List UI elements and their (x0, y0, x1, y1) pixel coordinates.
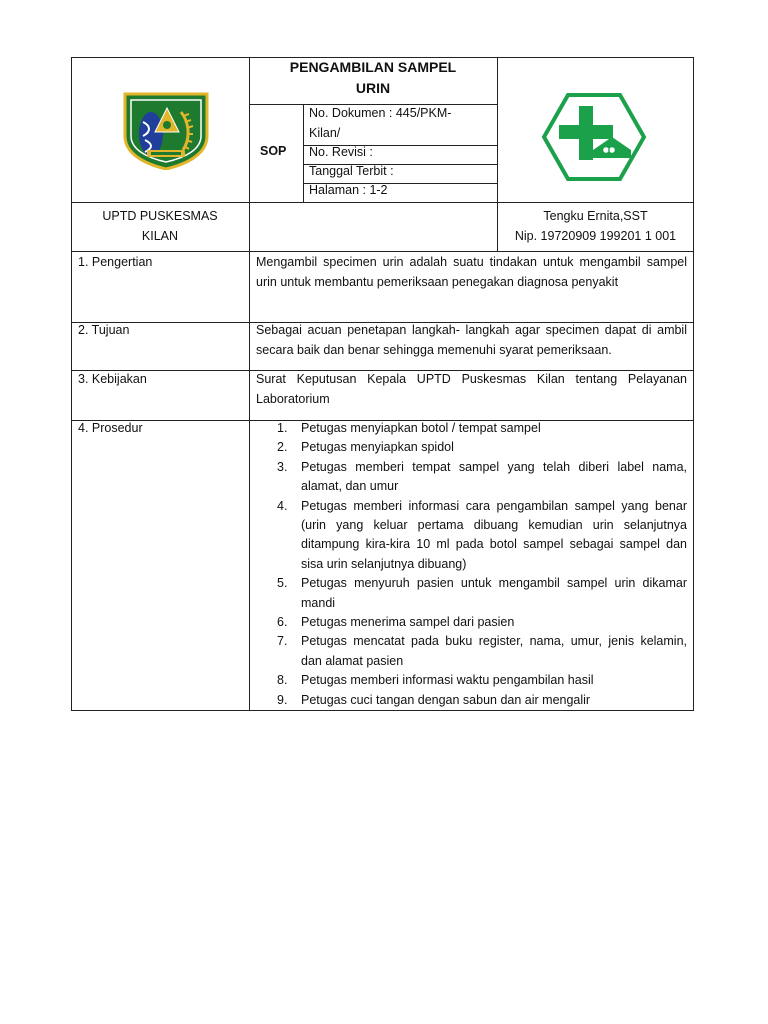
title-line-2: URIN (355, 80, 391, 96)
divider (303, 104, 304, 202)
procedure-step (277, 574, 687, 613)
section-text-tujuan: Sebagai acuan penetapan langkah- langkah agar specimen dapat di ambil secara baik dan benar sehingga memenuhi syarat pemeriksaan. (256, 323, 687, 357)
section-text-pengertian: Mengambil specimen urin adalah suatu tindakan untuk mengambil sampel urin untuk membantu pemeriksaan penegakan diagnosa penyakit (256, 255, 687, 289)
procedure-step (277, 632, 687, 671)
step-number: 6. (277, 615, 288, 630)
step-number: 2. (277, 440, 288, 455)
step-text: Petugas cuci tangan dengan sabun dan air mengalir (301, 692, 591, 707)
procedure-list (277, 419, 687, 710)
institution-name (71, 207, 249, 246)
step-text: Petugas memberi tempat sampel yang telah diberi label nama, alamat, dan umur (301, 459, 687, 494)
regional-crest-logo (121, 92, 211, 170)
step-number: 5. (277, 576, 288, 591)
signer-block (497, 207, 694, 246)
institution-line-1: UPTD PUSKESMAS (102, 209, 218, 223)
divider (71, 202, 694, 203)
procedure-step (277, 497, 687, 575)
sop-label: SOP (260, 144, 287, 158)
title-line-1: PENGAMBILAN SAMPEL (289, 59, 457, 75)
step-text: Petugas mencatat pada buku register, nama, umur, jenis kelamin, dan alamat pasien (301, 634, 687, 668)
step-number: 3. (277, 459, 288, 474)
step-number: 8. (277, 673, 288, 688)
step-number: 4. (277, 498, 288, 513)
signer-nip: Nip. 19720909 199201 1 001 (514, 228, 677, 243)
procedure-step (277, 438, 687, 457)
section-text-kebijakan: Surat Keputusan Kepala UPTD Puskesmas Kilan tentang Pelayanan Laboratorium (256, 372, 687, 406)
doc-number (309, 104, 451, 143)
procedure-step (277, 691, 687, 710)
section-label-prosedur: 4. Prosedur (78, 421, 143, 435)
step-number: 9. (277, 692, 288, 707)
step-text: Petugas menyiapkan botol / tempat sampel (301, 421, 541, 435)
procedure-step (277, 419, 687, 438)
divider (71, 251, 694, 252)
section-label-kebijakan: 3. Kebijakan (78, 372, 147, 386)
section-label-pengertian: 1. Pengertian (78, 255, 153, 269)
issue-date-field: Tanggal Terbit : (309, 164, 394, 178)
step-text: Petugas menyiapkan spidol (301, 440, 454, 455)
divider (249, 57, 250, 711)
puskesmas-logo (541, 92, 647, 182)
doc-number-line-2: Kilan/ (309, 125, 341, 140)
institution-line-2: KILAN (141, 228, 179, 243)
step-number: 1. (277, 421, 288, 435)
step-text: Petugas memberi informasi cara pengambilan sampel yang benar (urin yang keluar pertama dibuang kemudian urin selanjutnya ditampung kira-kira 10 ml pada botol sampel sebagai sampel dan sisa urin selanjutnya dibuang) (301, 498, 687, 571)
procedure-step (277, 458, 687, 497)
doc-number-line-1: No. Dokumen : 445/PKM- (309, 106, 452, 120)
step-number: 7. (277, 634, 288, 649)
step-text: Petugas menerima sampel dari pasien (301, 615, 515, 630)
procedure-step (277, 671, 687, 690)
document-title (249, 57, 497, 99)
page-field: Halaman : 1-2 (309, 183, 388, 197)
step-text: Petugas menyuruh pasien untuk mengambil sampel urin dikamar mandi (301, 576, 687, 610)
signer-name: Tengku Ernita,SST (543, 209, 648, 223)
revision-field: No. Revisi : (309, 145, 373, 159)
procedure-step (277, 613, 687, 632)
step-text: Petugas memberi informasi waktu pengambilan hasil (301, 673, 594, 688)
section-label-tujuan: 2. Tujuan (78, 323, 130, 337)
